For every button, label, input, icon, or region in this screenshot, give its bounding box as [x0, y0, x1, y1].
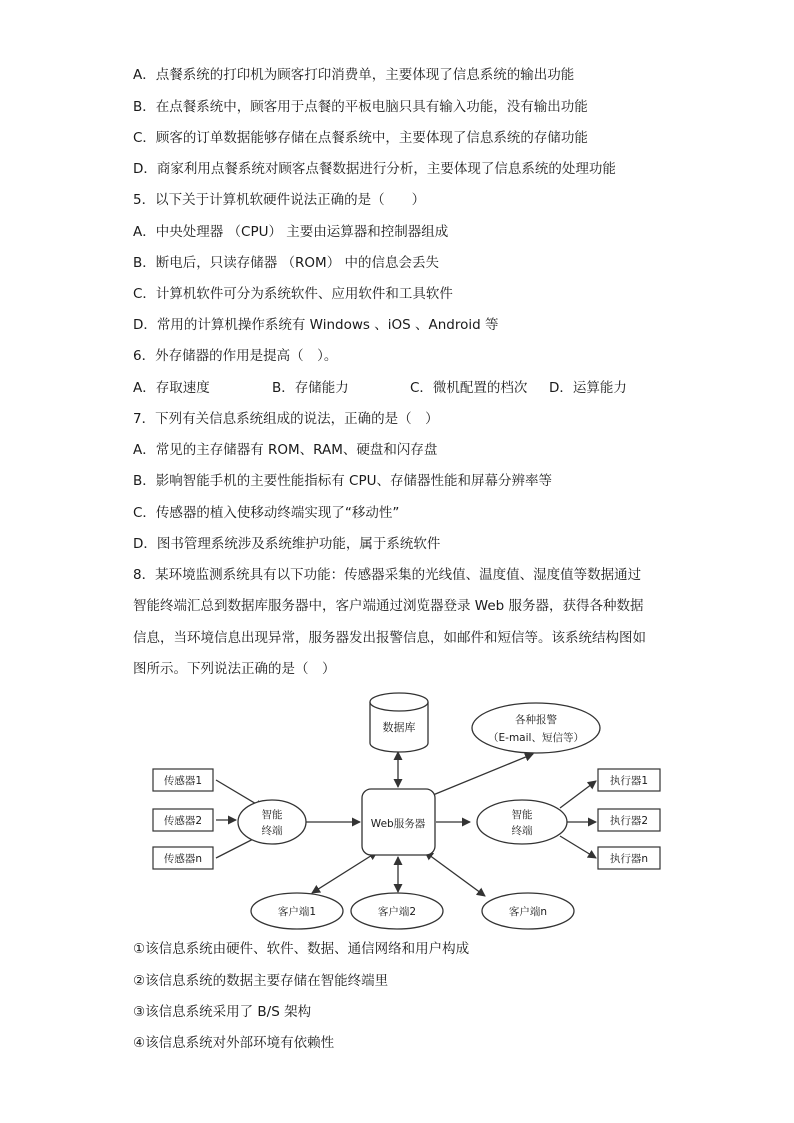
alarm-label-line2: （E-mail、短信等） [488, 732, 584, 744]
alarm-label-line1: 各种报警 [515, 714, 557, 726]
q6-option-b: B．存储能力 [272, 380, 349, 396]
arrow-server-clientn [425, 852, 485, 896]
q8-statement-3: ③该信息系统采用了 B/S 架构 [133, 1004, 312, 1020]
smart-terminal-right-line1: 智能 [511, 809, 533, 821]
q8-stem-line-2: 智能终端汇总到数据库服务器中，客户端通过浏览器登录 Web 服务器，获得各种数据 [133, 598, 644, 614]
arrow-terminal-actuator1 [560, 781, 596, 808]
q6-stem: 6．外存储器的作用是提高（ ）。 [133, 348, 338, 364]
q8-stem-line-4: 图所示。下列说法正确的是（ ） [133, 661, 336, 677]
smart-terminal-left-line1: 智能 [261, 809, 283, 821]
q5-option-c: C．计算机软件可分为系统软件、应用软件和工具软件 [133, 286, 453, 302]
q6-option-d: D．运算能力 [549, 380, 627, 396]
alarm-node [472, 703, 600, 753]
client-n-label: 客户端n [508, 906, 548, 918]
q8-stem-line-3: 信息，当环境信息出现异常，服务器发出报警信息，如邮件和短信等。该系统结构图如 [133, 630, 646, 646]
q5-option-b: B．断电后，只读存储器 （ROM） 中的信息会丢失 [133, 255, 439, 271]
q7-option-b: B．影响智能手机的主要性能指标有 CPU、存储器性能和屏幕分辨率等 [133, 473, 553, 489]
arrow-server-alarm [433, 754, 533, 795]
q5-stem: 5．以下关于计算机软硬件说法正确的是（ ） [133, 192, 426, 208]
q4-option-d: D．商家利用点餐系统对顾客点餐数据进行分析，主要体现了信息系统的处理功能 [133, 161, 616, 177]
database-label: 数据库 [382, 721, 416, 734]
client-2-label: 客户端2 [377, 906, 417, 918]
smart-terminal-right-line2: 终端 [511, 825, 533, 837]
q8-statement-1: ①该信息系统由硬件、软件、数据、通信网络和用户构成 [133, 941, 470, 957]
q8-statement-2: ②该信息系统的数据主要存储在智能终端里 [133, 973, 389, 989]
q7-option-d: D．图书管理系统涉及系统维护功能，属于系统软件 [133, 536, 441, 552]
q5-option-a: A．中央处理器 （CPU） 主要由运算器和控制器组成 [133, 224, 449, 240]
client-1-label: 客户端1 [277, 906, 317, 918]
q4-option-a: A．点餐系统的打印机为顾客打印消费单，主要体现了信息系统的输出功能 [133, 67, 575, 83]
q7-option-a: A．常见的主存储器有 ROM、RAM、硬盘和闪存盘 [133, 442, 438, 458]
q6-option-c: C．微机配置的档次 [410, 380, 528, 396]
q7-stem: 7．下列有关信息系统组成的说法，正确的是（ ） [133, 411, 439, 427]
smart-terminal-left-line2: 终端 [261, 825, 283, 837]
q5-option-d: D．常用的计算机操作系统有 Windows 、iOS 、Android 等 [133, 317, 499, 333]
q8-stem-line-1: 8．某环境监测系统具有以下功能：传感器采集的光线值、温度值、湿度值等数据通过 [133, 567, 642, 583]
actuator-2-label: 执行器2 [609, 815, 649, 827]
sensor-2-label: 传感器2 [163, 815, 203, 827]
arrow-terminal-actuatorn [560, 836, 596, 858]
sensor-1-label: 传感器1 [163, 775, 203, 787]
q6-option-a: A．存取速度 [133, 380, 210, 396]
q7-option-c: C．传感器的植入使移动终端实现了“移动性” [133, 505, 400, 521]
sensor-n-label: 传感器n [163, 853, 203, 865]
smart-terminal-right [477, 800, 567, 844]
q4-option-c: C．顾客的订单数据能够存储在点餐系统中，主要体现了信息系统的存储功能 [133, 130, 588, 146]
arrow-server-client1 [312, 852, 377, 893]
web-server-label: Web服务器 [370, 818, 426, 830]
q4-option-b: B．在点餐系统中，顾客用于点餐的平板电脑只具有输入功能，没有输出功能 [133, 99, 588, 115]
actuator-1-label: 执行器1 [609, 775, 649, 787]
actuator-n-label: 执行器n [609, 853, 649, 865]
q8-statement-4: ④该信息系统对外部环境有依赖性 [133, 1035, 335, 1051]
smart-terminal-left [238, 800, 306, 844]
